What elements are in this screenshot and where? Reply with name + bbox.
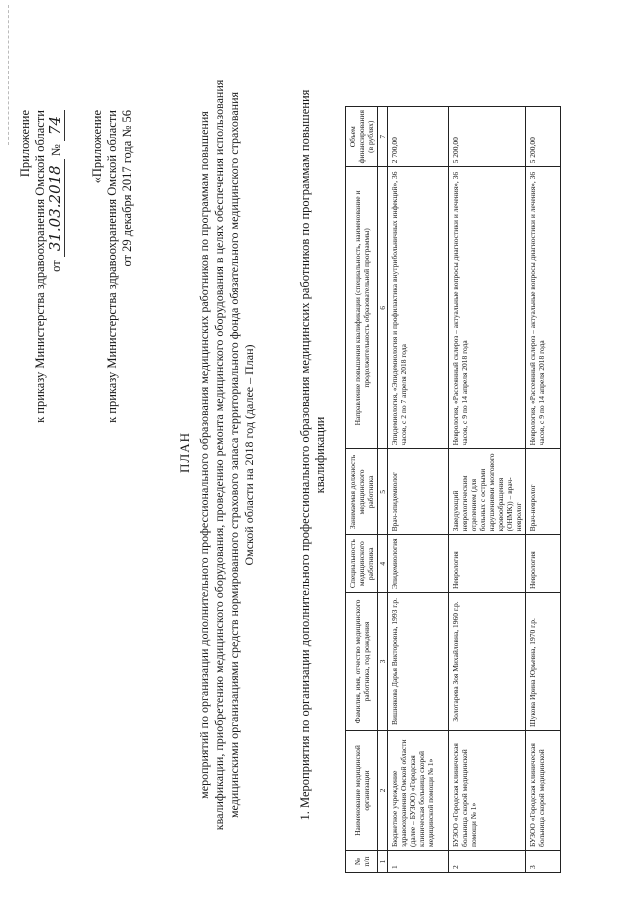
cell-number: 2 [449, 851, 526, 873]
date-prefix: от [49, 260, 63, 272]
column-number: 2 [378, 731, 388, 851]
cell-number: 3 [526, 851, 561, 873]
scan-artifact-line [8, 5, 9, 145]
training-plan-table [345, 106, 561, 873]
cell-organization: БУЗОО «Городская клиническая больница скорой медицинской [526, 731, 561, 851]
cell-course: Неврология, «Рассеянный склероз – актуальные вопросы диагностики и лечения», 36 часов, с 9 по 14 апреля 2018 года [449, 167, 526, 449]
column-number: 7 [378, 107, 388, 167]
cell-position: Врач-невролог [526, 449, 561, 535]
header-person: Фамилия, имя, отчество медицинского работника, год рождения [346, 593, 378, 731]
cell-person: Шукова Ирина Юрьевна, 1970 г.р. [526, 593, 561, 731]
header-organization: Наименование медицинской организации [346, 731, 378, 851]
cell-organization: БУЗОО «Городская клиническая больница скорой медицинской помощи № 1» [449, 731, 526, 851]
header-course: Направление повышения квалификации (специальность, наименование и продолжительность образовательной программы) [346, 167, 378, 449]
section-title: 1. Мероприятия по организации дополнительного профессионального образования медицинских работников по программам повышения квалификации [298, 89, 327, 821]
cell-specialty: Эпидемиология [388, 535, 449, 593]
annex-header-previous [90, 110, 135, 423]
number-prefix: № [49, 144, 63, 157]
annex-date-line [48, 110, 64, 423]
table-row [526, 107, 561, 873]
column-number: 1 [378, 851, 388, 873]
cell-course: Эпидемиология, «Эпидемиология и профилактика внутрибольничных инфекций», 36 часов, с 2 по 7 апреля 2018 года [388, 167, 449, 449]
handwritten-date: 31.03.2018 [46, 159, 65, 257]
cell-person: Золотарева Зоя Михайловна, 1960 г.р. [449, 593, 526, 731]
plan-title: ПЛАН [177, 432, 192, 473]
header-amount: Объем финансирования (в рублях) [346, 107, 378, 167]
column-number-row [378, 107, 388, 873]
cell-person: Вишнякова Дарья Викторовна, 1993 г.р. [388, 593, 449, 731]
header-specialty: Специальность медицинского работника [346, 535, 378, 593]
annex-label-quoted: «Приложение [90, 110, 104, 184]
cell-specialty: Неврология [449, 535, 526, 593]
cell-amount: 5 200,00 [526, 107, 561, 167]
column-number: 5 [378, 449, 388, 535]
cell-position: Врач-эпидемиолог [388, 449, 449, 535]
header-position: Занимаемая должность медицинского работника [346, 449, 378, 535]
cell-number: 1 [388, 851, 449, 873]
table-row [449, 107, 526, 873]
annex-header-current [18, 110, 64, 423]
column-number: 6 [378, 167, 388, 449]
table-row [388, 107, 449, 873]
annex-label: Приложение [18, 110, 32, 178]
handwritten-number: 74 [46, 110, 65, 141]
cell-position: Заведующий неврологическим отделением (для больных с острыми нарушениями мозгового кровообращения (ОНМК)) – врач-невролог [449, 449, 526, 535]
cell-specialty: Неврология [526, 535, 561, 593]
annex-order-ref-previous: к приказу Министерства здравоохранения Омской области [105, 110, 119, 423]
table-header-row [346, 107, 378, 873]
cell-organization: Бюджетное учреждение здравоохранения Омской области (далее – БУЗОО) «Городская клиническая больница скорой медицинской помощи № 1» [388, 731, 449, 851]
column-number: 4 [378, 535, 388, 593]
cell-course: Неврология, «Рассеянный склероз – актуальные вопросы диагностики и лечения», 36 часов, с 9 по 14 апреля 2018 года [526, 167, 561, 449]
annex-order-ref: к приказу Министерства здравоохранения Омской области [33, 110, 47, 423]
cell-amount: 5 200,00 [449, 107, 526, 167]
column-number: 3 [378, 593, 388, 731]
header-number: № п/п [346, 851, 378, 873]
annex-order-date-previous: от 29 декабря 2017 года № 56 [120, 110, 134, 267]
cell-amount: 2 700,00 [388, 107, 449, 167]
plan-subtitle: мероприятий по организации дополнительного профессионального образования медицинских работников по программам повышения квалификации, приобретению медицинского оборудования, проведению ремонта медицинского оборудования в целях обеспечения использования медицинскими организациями средств нормированного страхового запаса территориального фонда обязательного медицинского страхования Омской области на 2018 год (далее – План) [197, 79, 256, 831]
